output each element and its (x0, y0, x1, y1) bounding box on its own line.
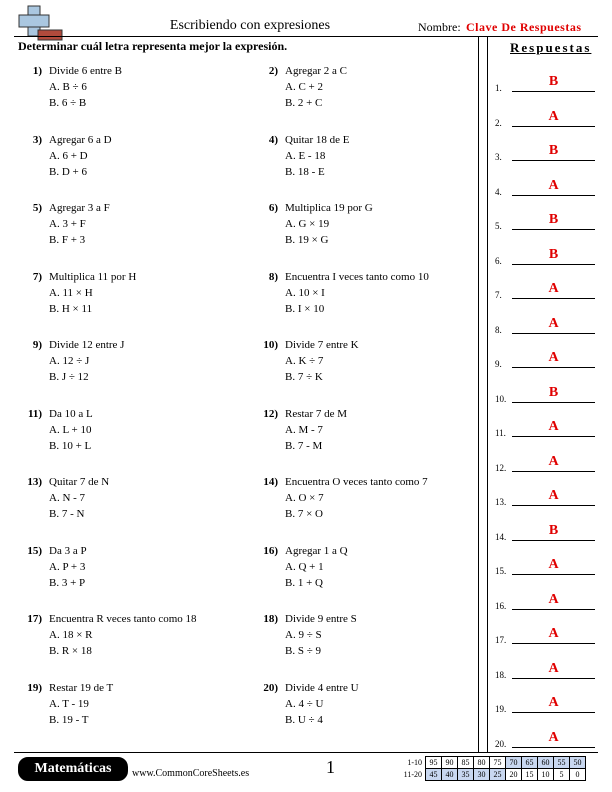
answer-letter: A (548, 350, 559, 365)
answer-number: 4. (495, 186, 502, 197)
question-number: 3) (32, 133, 42, 146)
answer-blank (512, 574, 595, 575)
answer-line (495, 177, 595, 197)
answer-number: 12. (495, 462, 507, 473)
question-text: Divide 6 entre B (49, 65, 123, 77)
question-text: Multiplica 11 por H (49, 270, 137, 283)
answer-number: 18. (495, 669, 507, 680)
answer-blank (512, 195, 595, 196)
question-number: 7) (32, 270, 42, 283)
option-a: A. E - 18 (285, 149, 326, 162)
answer-letter: A (548, 108, 559, 124)
option-a: A. 18 × R (49, 629, 93, 641)
option-a: A. C + 2 (285, 81, 323, 93)
answer-blank (512, 229, 595, 230)
answer-number: 2. (495, 117, 502, 128)
option-b: B. 1 + Q (285, 576, 323, 589)
answer-line (495, 453, 595, 473)
question-text: Divide 12 entre J (49, 339, 125, 351)
question-text: Da 3 a P (49, 544, 87, 557)
question-text: Quitar 18 de E (285, 133, 350, 146)
option-b: B. 2 + C (285, 97, 323, 109)
question-number: 14) (263, 476, 278, 488)
option-a: A. O × 7 (285, 492, 324, 504)
question-text: Divide 7 entre K (285, 339, 359, 351)
question-text: Agregar 6 a D (49, 133, 112, 146)
option-a: A. 12 ÷ J (49, 355, 90, 367)
option-a: A. 6 + D (49, 149, 88, 162)
answer-letter: A (548, 315, 559, 331)
question-number: 17) (27, 613, 42, 625)
question-text: Multiplica 19 por G (285, 202, 373, 214)
option-b: B. F + 3 (49, 234, 86, 246)
answer-line (495, 73, 595, 93)
answer-letter: A (548, 281, 559, 296)
question-text: Quitar 7 de N (49, 476, 110, 488)
option-b: B. U ÷ 4 (285, 713, 323, 726)
question-number: 15) (27, 544, 42, 557)
question-text: Restar 7 de M (285, 407, 348, 420)
answer-blank (512, 160, 595, 161)
answer-number: 9. (495, 359, 502, 369)
question-text: Encuentra R veces tanto como 18 (49, 613, 197, 625)
top-divider (14, 36, 598, 37)
question-text: Agregar 1 a Q (285, 544, 348, 557)
answer-letter: B (548, 74, 559, 89)
question-text: Restar 19 de T (49, 681, 114, 694)
answer-number: 17. (495, 635, 507, 645)
answer-line (495, 108, 595, 128)
answer-blank (512, 402, 595, 403)
score-cell: 15 (522, 769, 538, 781)
option-a: A. G × 19 (285, 218, 330, 230)
answer-line (495, 729, 595, 749)
question-number: 8) (268, 270, 278, 283)
question-text: Encuentra O veces tanto como 7 (285, 476, 428, 488)
option-b: B. 6 ÷ B (49, 97, 87, 109)
option-a: A. K ÷ 7 (285, 355, 324, 367)
answer-letter: A (548, 660, 559, 676)
answer-blank (512, 643, 595, 644)
option-b: B. 7 - M (285, 439, 323, 452)
option-b: B. 18 - E (285, 165, 325, 178)
option-a: A. Q + 1 (285, 560, 324, 573)
option-b: B. 7 × O (285, 508, 323, 520)
name-value: Clave De Respuestas (466, 20, 582, 34)
name-label: Nombre: (418, 20, 461, 34)
plus-minus-logo-icon (14, 4, 64, 44)
question-text: Divide 4 entre U (285, 681, 359, 694)
answer-letter: B (548, 143, 559, 158)
question-number: 2) (268, 65, 278, 77)
score-cell: 40 (442, 769, 458, 781)
answer-blank (512, 333, 595, 334)
answer-number: 7. (495, 290, 502, 300)
answer-line (495, 694, 595, 714)
option-b: B. 10 + L (49, 439, 92, 452)
answer-letter: B (548, 522, 559, 538)
score-cell: 25 (490, 769, 506, 781)
score-cell: 55 (554, 757, 570, 769)
answers-header: Respuestas (510, 40, 592, 55)
option-a: A. 10 × I (285, 286, 325, 299)
brand-badge: Matemáticas (18, 757, 128, 781)
worksheet-title: Escribiendo con expresiones (169, 18, 331, 33)
answer-number: 13. (495, 497, 507, 507)
answer-number: 8. (495, 324, 502, 335)
answer-letter: A (548, 729, 559, 745)
score-cell: 80 (474, 757, 490, 769)
question-number: 9) (32, 339, 42, 351)
question-number: 20) (263, 681, 278, 694)
score-cell: 10 (538, 769, 554, 781)
answer-line (495, 418, 595, 438)
score-cell: 90 (442, 757, 458, 769)
question-number: 6) (268, 202, 278, 214)
answer-blank (512, 126, 595, 127)
answer-line (495, 660, 595, 680)
score-cell: 60 (538, 757, 554, 769)
score-table (396, 756, 586, 781)
instructions: Determinar cuál letra representa mejor la expresión. (18, 39, 288, 53)
score-cell: 0 (570, 769, 586, 781)
answer-blank (512, 91, 595, 92)
answer-line (495, 211, 595, 231)
option-b: B. D + 6 (49, 165, 87, 178)
answer-letter: A (548, 626, 559, 641)
score-range-label: 11-20 (403, 770, 422, 779)
answer-number: 20. (495, 738, 507, 749)
score-cell: 65 (522, 757, 538, 769)
answer-letter: A (548, 591, 559, 607)
answer-blank (512, 367, 595, 368)
question-number: 18) (263, 613, 278, 625)
score-cell: 30 (474, 769, 490, 781)
question-text: Divide 9 entre S (285, 613, 357, 625)
answer-letter: A (548, 695, 559, 710)
option-b: B. S ÷ 9 (285, 645, 321, 657)
answer-line (495, 591, 595, 611)
question-number: 1) (32, 65, 42, 77)
option-a: A. P + 3 (49, 560, 86, 573)
question-number: 4) (268, 133, 278, 146)
question-text: Da 10 a L (49, 407, 93, 420)
option-b: B. 7 - N (49, 508, 85, 520)
question-number: 5) (32, 202, 42, 214)
answer-number: 16. (495, 600, 507, 611)
score-cell: 45 (426, 769, 442, 781)
answer-line (495, 556, 595, 576)
answer-blank (512, 298, 595, 299)
answer-line (495, 315, 595, 335)
answer-panel-divider (487, 36, 488, 752)
answer-blank (512, 712, 595, 713)
score-cell: 20 (506, 769, 522, 781)
answer-letter: B (548, 384, 559, 400)
score-cell: 75 (490, 757, 506, 769)
site-url: www.CommonCoreSheets.es (132, 768, 250, 779)
answer-letter: A (548, 453, 559, 469)
option-b: B. I × 10 (285, 302, 325, 315)
answer-letter: A (548, 177, 559, 193)
answer-panel-divider (478, 36, 479, 752)
answer-blank (512, 264, 595, 265)
option-a: A. M - 7 (285, 423, 323, 436)
option-a: A. L + 10 (49, 423, 92, 436)
answer-blank (512, 436, 595, 437)
answer-number: 6. (495, 255, 502, 266)
answer-line (495, 280, 595, 300)
answer-letter: A (548, 557, 559, 572)
option-b: B. 19 - T (49, 713, 89, 726)
question-number: 12) (263, 407, 278, 420)
bottom-divider (14, 752, 598, 753)
answer-number: 10. (495, 393, 507, 404)
answer-number: 15. (495, 566, 507, 576)
option-b: B. J ÷ 12 (49, 371, 89, 383)
question-number: 16) (263, 544, 278, 557)
option-a: A. B ÷ 6 (49, 81, 87, 93)
score-row (396, 769, 586, 781)
option-b: B. 3 + P (49, 576, 86, 589)
score-cell: 95 (426, 757, 442, 769)
answer-line (495, 384, 595, 404)
option-a: A. 4 ÷ U (285, 697, 324, 710)
score-row (396, 757, 586, 769)
question-number: 10) (263, 339, 278, 351)
answer-blank (512, 471, 595, 472)
answer-line (495, 349, 595, 369)
answer-number: 14. (495, 531, 507, 542)
question-text: Agregar 2 a C (285, 65, 348, 77)
score-range-label: 1-10 (407, 758, 422, 767)
answer-line (495, 246, 595, 266)
question-text: Encuentra I veces tanto como 10 (285, 270, 429, 283)
answer-letter: A (548, 419, 559, 434)
score-cell: 35 (458, 769, 474, 781)
answer-line (495, 625, 595, 645)
answer-blank (512, 540, 595, 541)
question-number: 19) (27, 681, 42, 694)
option-b: B. 19 × G (285, 234, 329, 246)
answer-line (495, 522, 595, 542)
page-number: 1 (326, 757, 335, 777)
score-cell: 5 (554, 769, 570, 781)
answer-blank (512, 609, 595, 610)
option-b: B. R × 18 (49, 645, 92, 657)
answer-line (495, 487, 595, 507)
score-cell: 50 (570, 757, 586, 769)
option-a: A. T - 19 (49, 697, 89, 710)
answer-blank (512, 678, 595, 679)
question-number: 11) (27, 407, 42, 420)
option-a: A. N - 7 (49, 492, 86, 504)
question-text: Agregar 3 a F (49, 202, 110, 214)
score-cell: 85 (458, 757, 474, 769)
option-a: A. 11 × H (49, 286, 93, 299)
option-b: B. H × 11 (49, 302, 93, 315)
answer-number: 1. (495, 83, 502, 93)
answer-number: 5. (495, 221, 502, 231)
answer-blank (512, 505, 595, 506)
answer-number: 11. (495, 428, 506, 438)
answer-letter: B (548, 212, 559, 227)
score-cell: 70 (506, 757, 522, 769)
answer-line (495, 142, 595, 162)
answer-blank (512, 747, 595, 748)
option-a: A. 3 + F (49, 218, 86, 230)
answer-number: 3. (495, 152, 502, 162)
question-number: 13) (27, 476, 42, 488)
option-b: B. 7 ÷ K (285, 371, 323, 383)
option-a: A. 9 ÷ S (285, 629, 322, 641)
answer-number: 19. (495, 704, 507, 714)
answer-letter: B (548, 246, 559, 262)
answer-letter: A (548, 488, 559, 503)
